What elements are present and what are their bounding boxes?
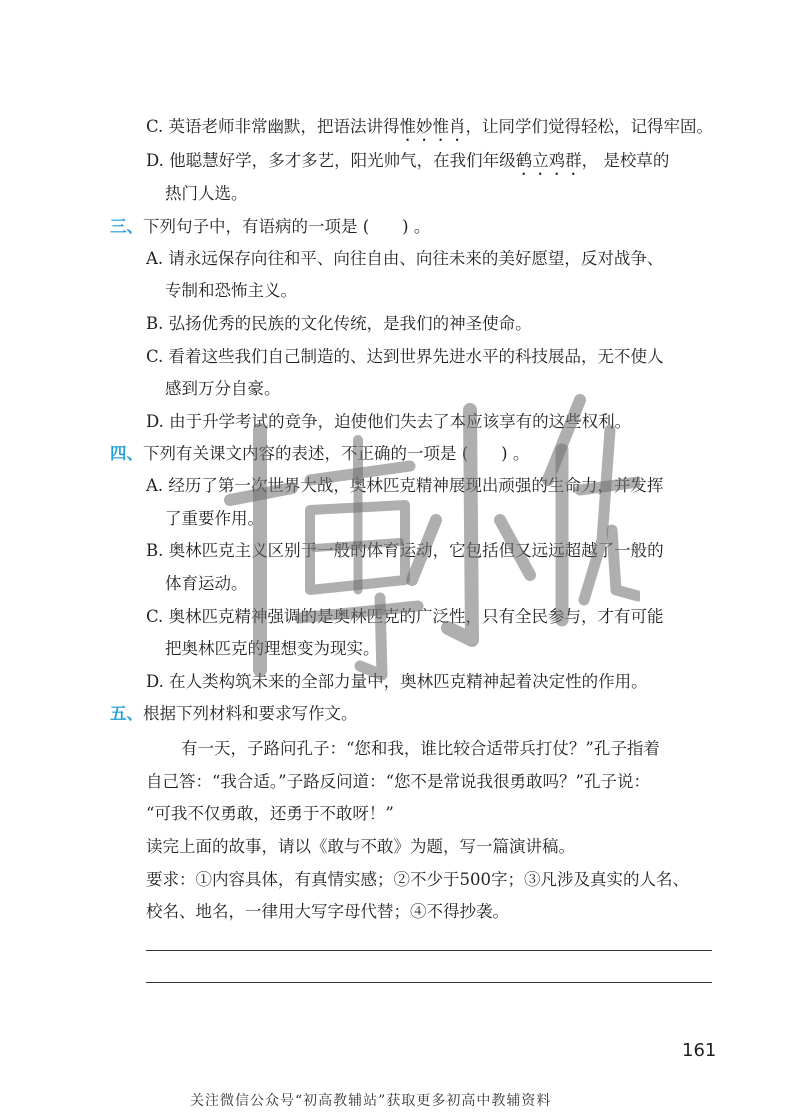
footer-promo: 关注微信公众号“初高教辅站”获取更多初高中教辅资料 xyxy=(190,1093,552,1109)
q2-option-c-text-end: ，让同学们觉得轻松，记得牢固。 xyxy=(465,117,714,136)
writing-line[interactable] xyxy=(146,982,712,983)
q2-option-c xyxy=(146,114,713,145)
writing-line[interactable] xyxy=(146,950,712,951)
q3-option-a: A. 请永远保存向往和平、向往自由、向往未来的美好愿望，反对战争、 xyxy=(146,249,664,268)
q4-option-a-cont: 了重要作用。 xyxy=(165,509,264,528)
q5-number: 五、 xyxy=(110,704,143,723)
q5-requirements-cont: 校名、地名，一律用大写字母代替；④不得抄袭。 xyxy=(146,902,509,921)
q5-stem xyxy=(110,701,358,727)
q5-material-line-2: 自己答：“我合适。”子路反问道：“您不是常说我很勇敢吗？”孔子说： xyxy=(146,772,650,791)
q4-number: 四、 xyxy=(110,444,143,463)
q4-option-a: A. 经历了第一次世界大战，奥林匹克精神展现出顽强的生命力，并发挥 xyxy=(146,476,664,495)
q4-option-b: B. 奥林匹克主义区别于一般的体育运动，它包括但又远远超越了一般的 xyxy=(146,541,664,560)
q2-option-c-text: C. 英语老师非常幽默，把语法讲得 xyxy=(146,117,400,136)
q3-option-c: C. 看着这些我们自己制造的、达到世界先进水平的科技展品，无不使人 xyxy=(146,347,664,366)
q5-instruction: 读完上面的故事，请以《敢与不敢》为题，写一篇演讲稿。 xyxy=(146,837,575,856)
q4-option-c: C. 奥林匹克精神强调的是奥林匹克的广泛性，只有全民参与，才有可能 xyxy=(146,607,664,626)
q4-stem xyxy=(110,441,529,467)
q2-option-d-marked-idiom: 鹤立鸡群 xyxy=(515,151,582,170)
q3-number: 三、 xyxy=(110,217,143,236)
q3-option-b: B. 弘扬优秀的民族的文化传统，是我们的神圣使命。 xyxy=(146,314,532,333)
q2-option-d-text-end: ， 是校草的 xyxy=(581,151,670,170)
q4-option-c-cont: 把奥林匹克的理想变为现实。 xyxy=(165,639,380,658)
q2-option-c-marked-idiom: 惟妙惟肖 xyxy=(399,117,466,136)
q2-option-d-text: D. 他聪慧好学，多才多艺，阳光帅气，在我们年级 xyxy=(146,151,516,170)
q4-option-d: D. 在人类构筑未来的全部力量中，奥林匹克精神起着决定性的作用。 xyxy=(146,672,648,691)
q4-option-b-cont: 体育运动。 xyxy=(165,574,248,593)
q3-option-d: D. 由于升学考试的竞争，迫使他们失去了本应该享有的这些权利。 xyxy=(146,412,632,431)
page-number: 161 xyxy=(682,1040,717,1061)
q2-option-d-cont: 热门人选。 xyxy=(165,184,248,203)
q3-stem-text: 下列句子中，有语病的一项是 ( ) 。 xyxy=(143,217,431,236)
q5-material-line-3: “可我不仅勇敢，还勇于不敢呀！” xyxy=(146,804,394,823)
q5-requirements: 要求：①内容具体，有真情实感；②不少于500字；③凡涉及真实的人名、 xyxy=(146,870,689,889)
q4-stem-text: 下列有关课文内容的表述，不正确的一项是 ( ) 。 xyxy=(143,444,530,463)
q5-material-line-1: 有一天，子路问孔子：“您和我，谁比较合适带兵打仗？”孔子指着 xyxy=(181,739,660,758)
q3-option-c-cont: 感到万分自豪。 xyxy=(165,379,281,398)
q3-option-a-cont: 专制和恐怖主义。 xyxy=(165,281,297,300)
q3-stem xyxy=(110,214,430,240)
q2-option-d xyxy=(146,148,669,179)
q5-stem-text: 根据下列材料和要求写作文。 xyxy=(143,704,358,723)
